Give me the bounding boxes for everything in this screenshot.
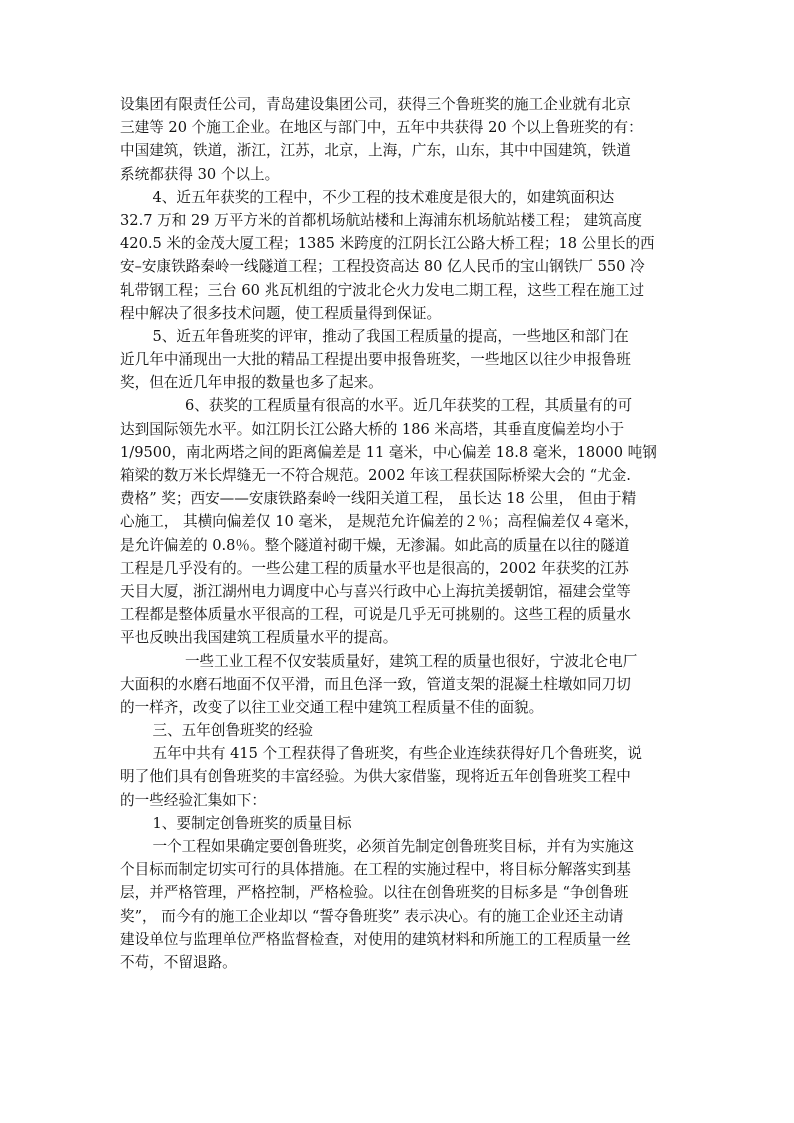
text-line: 平也反映出我国建筑工程质量水平的提高。 <box>120 629 398 647</box>
text-line: 4、近五年获奖的工程中，不少工程的技术难度是很大的，如建筑面积达 <box>120 188 615 206</box>
text-line: 不苟，不留退路。 <box>120 953 237 971</box>
text-line: 工程都是整体质量水平很高的工程，可说是几乎无可挑剔的。这些工程的质量水 <box>120 606 631 624</box>
text-line: 建设单位与监理单位严格监督检查，对使用的建筑材料和所施工的工程质量一丝 <box>120 930 631 948</box>
text-line: 轧带钢工程；三台 60 兆瓦机组的宁波北仑火力发电二期工程，这些工程在施工过 <box>120 281 645 299</box>
text-line: 设集团有限责任公司，青岛建设集团公司，获得三个鲁班奖的施工企业就有北京 <box>120 96 631 113</box>
text-line: 32.7 万和 29 万平方米的首都机场航站楼和上海浦东机场航站楼工程； 建筑高度 <box>120 211 643 229</box>
text-line: 心施工， 其横向偏差仅 10 毫米， 是规范允许偏差的２％；高程偏差仅４毫米， <box>120 513 639 531</box>
text-line: 达到国际领先水平。如江阴长江公路大桥的 186 米高塔，其垂直度偏差均小于 <box>120 420 625 438</box>
text-line: 大面积的水磨石地面不仅平滑，而且色泽一致，管道支架的混凝土柱墩如同刀切 <box>120 675 631 693</box>
text-line: 一个工程如果确定要创鲁班奖，必须首先制定创鲁班奖目标，并有为实施这 <box>120 838 635 855</box>
text-line: 5、近五年鲁班奖的评审，推动了我国工程质量的提高，一些地区和部门在 <box>120 327 629 345</box>
text-line: 一些工业工程不仅安装质量好，建筑工程的质量也很好，宁波北仑电厂 <box>120 652 638 670</box>
text-line: 工程是几乎没有的。一些公建工程的质量水平也是很高的，2002 年获奖的江苏 <box>120 559 629 577</box>
text-line: 系统都获得 30 个以上。 <box>120 165 280 183</box>
text-line: 420.5 米的金茂大厦工程；1385 米跨度的江阴长江公路大桥工程；18 公里长的西 <box>120 235 655 253</box>
text-line: 是允许偏差的 0.8％。整个隧道衬砌干燥，无渗漏。如此高的质量在以往的隧道 <box>120 536 630 554</box>
text-line: 1/9500，南北两塔之间的距离偏差是 11 毫米，中心偏差 18.8 毫米，18000 吨钢 <box>120 443 657 461</box>
text-line: 层，并严格管理，严格控制，严格检验。以往在创鲁班奖的目标多是 “争创鲁班 <box>120 884 629 902</box>
text-line: 明了他们具有创鲁班奖的丰富经验。为供大家借鉴，现将近五年创鲁班奖工程中 <box>120 768 631 786</box>
text-line: 近几年中涌现出一大批的精品工程提出要申报鲁班奖，一些地区以往少申报鲁班 <box>120 351 631 369</box>
text-line: 的一样齐，改变了以往工业交通工程中建筑工程质量不佳的面貌。 <box>120 698 544 716</box>
text-line: 奖”， 而今有的施工企业却以 “誓夺鲁班奖” 表示决心。有的施工企业还主动请 <box>120 907 624 925</box>
document-page <box>120 93 680 974</box>
text-line: 中国建筑，铁道，浙江，江苏，北京，上海，广东，山东，其中中国建筑，铁道 <box>120 142 631 160</box>
text-line: 6、获奖的工程质量有很高的水平。近几年获奖的工程，其质量有的可 <box>120 397 633 415</box>
text-line: 程中解决了很多技术问题，使工程质量得到保证。 <box>120 304 442 322</box>
text-line: 箱梁的数万米长焊缝无一不符合规范。2002 年该工程获国际桥梁大会的 “尤金. <box>120 467 631 484</box>
text-line: 费格” 奖；西安——安康铁路秦岭一线阳关道工程， 虽长达 18 公里， 但由于精 <box>120 490 637 508</box>
text-line: 个目标而制定切实可行的具体措施。在工程的实施过程中，将目标分解落实到基 <box>120 861 631 879</box>
text-line: 天目大厦，浙江湖州电力调度中心与喜兴行政中心上海抗美援朝馆，福建会堂等 <box>120 582 631 600</box>
text-line: 安–安康铁路秦岭一线隧道工程；工程投资高达 80 亿人民币的宝山钢铁厂 550 冷 <box>120 258 645 276</box>
section-heading: 三、五年创鲁班奖的经验 <box>120 722 314 740</box>
subsection-heading: 1、要制定创鲁班奖的质量目标 <box>120 814 352 832</box>
text-line: 的一些经验汇集如下： <box>120 791 266 809</box>
text-line: 三建等 20 个施工企业。在地区与部门中，五年中共获得 20 个以上鲁班奖的有： <box>120 119 643 137</box>
text-line: 奖，但在近几年申报的数量也多了起来。 <box>120 374 383 392</box>
text-line: 五年中共有 415 个工程获得了鲁班奖，有些企业连续获得好几个鲁班奖，说 <box>120 745 643 763</box>
